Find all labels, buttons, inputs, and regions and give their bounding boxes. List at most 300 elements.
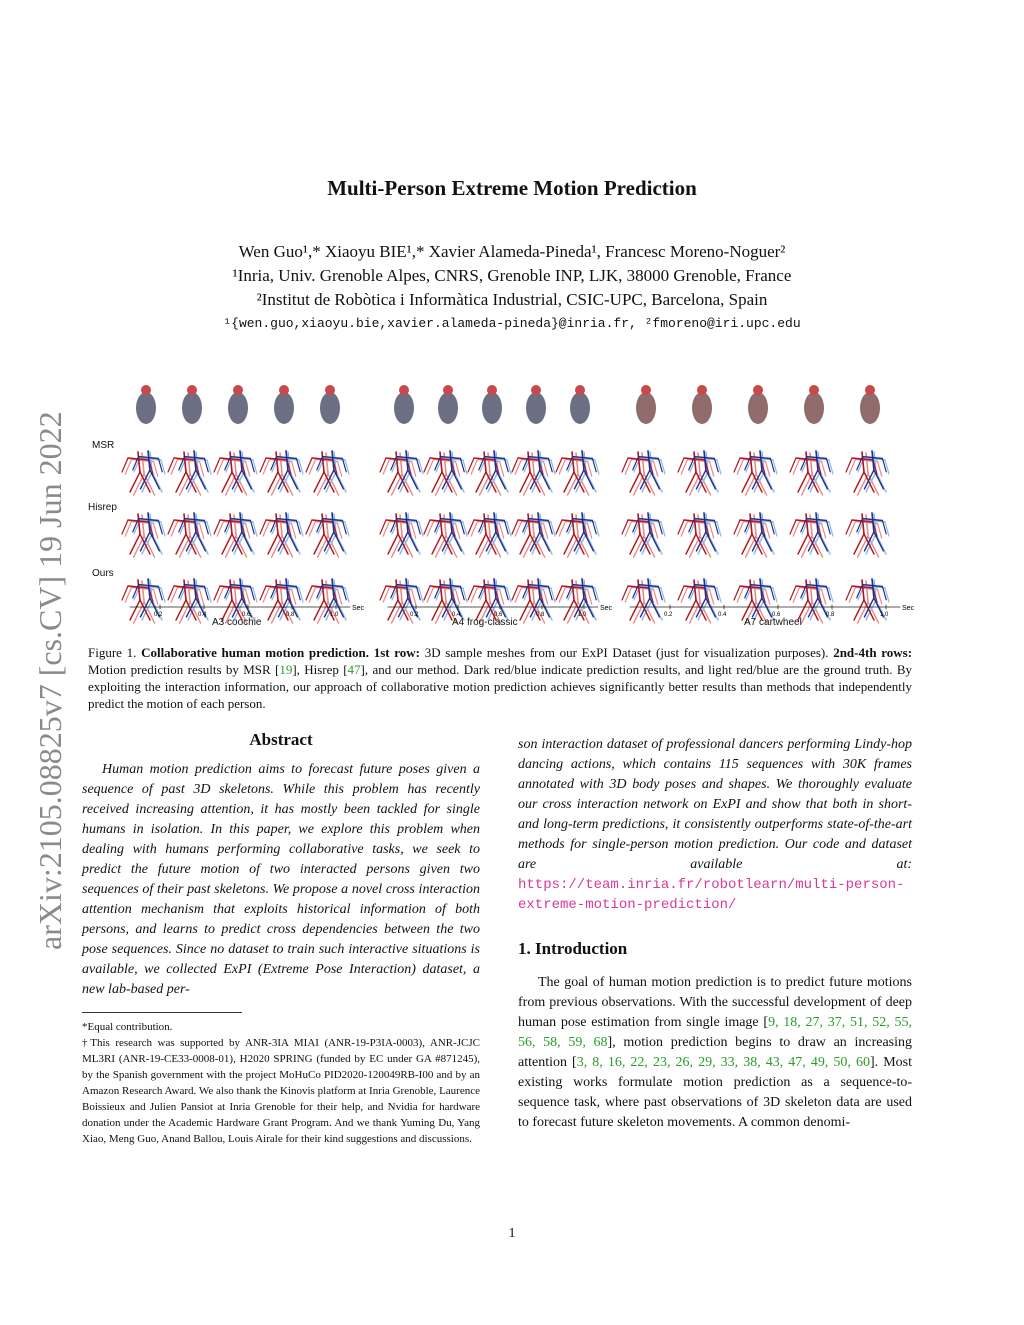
mesh-head — [809, 385, 819, 395]
skeleton-gt-red — [642, 515, 644, 536]
caption-row1-label: 1st row: — [373, 645, 421, 660]
skeleton-gt-red — [766, 590, 770, 605]
page-number: 1 — [508, 1226, 516, 1241]
skeleton-pred-red — [440, 452, 442, 472]
skeleton-pred-red — [184, 514, 186, 534]
skeleton-gt-red — [544, 524, 548, 539]
mesh-sample — [860, 392, 880, 424]
skeleton-pred-red — [638, 452, 640, 472]
skeleton-pred-blue — [540, 470, 550, 489]
caption-text: Motion prediction results by MSR [ — [88, 662, 280, 677]
skeleton-gt-red — [488, 453, 490, 474]
intro-text: The goal of human motion prediction is to predict future motions from previous observations. With the successful development of deep human pose estimation from single image [ — [518, 975, 912, 1030]
skeleton-gt-blue — [161, 522, 165, 536]
skeleton-gt-blue — [829, 460, 833, 474]
abstract-text: Human motion prediction aims to forecast future poses given a sequence of past 3D skeletons. While this problem has recently received increasing attention, it has mostly been tackled for single humans in isolation. In this paper, we explore this problem when dealing with humans performing collaborative tasks, we seek to predict the future motion of two interacted persons given two sequences of their past skeletons. We propose a novel cross interaction attention mechanism that exploits historical information of both persons, and learns to predict cross dependencies between the two pose sequences. Since no dataset to train such interactive situations is available, we collected ExPI (Extreme Pose Interaction) dataset, a new lab-based per- — [82, 762, 480, 997]
skeleton-gt-red — [412, 590, 416, 605]
row-label-ours: Ours — [92, 568, 114, 579]
skeleton-pred-red — [750, 514, 752, 534]
skeleton-gt-red — [878, 590, 882, 605]
skeleton-pred-red — [138, 514, 140, 534]
skeleton-gt-red — [246, 590, 250, 605]
skeleton-pred-blue — [650, 532, 660, 551]
figure-1 — [80, 378, 940, 633]
skeleton-pred-blue — [650, 598, 660, 617]
skeleton-gt-red — [292, 524, 296, 539]
skeleton-gt-blue — [161, 460, 165, 474]
skeleton-gt-red — [412, 462, 416, 477]
skeleton-pred-red — [276, 514, 278, 534]
skeleton-pred-red — [564, 600, 574, 620]
skeleton-pred-red — [484, 514, 486, 534]
skeleton-gt-blue — [595, 460, 599, 474]
skeleton-pred-red — [222, 472, 232, 492]
skeleton-pred-red — [638, 580, 640, 600]
skeleton-pred-red — [854, 534, 864, 554]
skeleton-pred-blue — [288, 532, 298, 551]
skeleton-gt-red — [326, 581, 328, 602]
right-column — [518, 735, 912, 1133]
caption-label: Figure 1. — [88, 645, 137, 660]
row-label-msr: MSR — [92, 440, 115, 451]
skeleton-gt-blue — [885, 588, 889, 602]
skeleton-gt-blue — [507, 460, 511, 474]
skeleton-gt-red — [532, 515, 534, 536]
skeleton-gt-red — [246, 462, 250, 477]
mesh-head — [531, 385, 541, 395]
skeleton-gt-red — [822, 590, 826, 605]
skeleton-gt-red — [588, 462, 592, 477]
mesh-head — [697, 385, 707, 395]
abstract-text-continued: son interaction dataset of professional dancers performing Lindy-hop dancing actions, which contains 115 sequences with 30K frames annotated with 3D body poses and shapes. We thoroughly evaluate our cross interaction network on ExPI and show that both in short- and long-term predictions, it consistently outperforms state-of-the-art methods for single-person motion prediction. Our code and dataset are available at: — [518, 737, 912, 872]
skeleton-gt-red — [754, 581, 756, 602]
skeleton-pred-red — [440, 580, 442, 600]
skeleton-pred-blue — [762, 598, 772, 617]
skeleton-pred-blue — [408, 532, 418, 551]
skeleton-pred-red — [854, 472, 864, 492]
axis-unit-label: Sec — [352, 605, 365, 612]
affiliation-1: ¹Inria, Univ. Grenoble Alpes, CNRS, Grenoble INP, LJK, 38000 Grenoble, France — [232, 266, 792, 285]
skeleton-gt-blue — [717, 588, 721, 602]
skeleton-pred-red — [268, 600, 278, 620]
skeleton-pred-red — [742, 534, 752, 554]
skeleton-gt-blue — [595, 522, 599, 536]
skeleton-pred-red — [750, 580, 752, 600]
skeleton-pred-blue — [706, 532, 716, 551]
skeleton-gt-blue — [299, 522, 303, 536]
skeleton-pred-blue — [762, 470, 772, 489]
skeleton-pred-red — [138, 580, 140, 600]
skeleton-pred-red — [798, 534, 808, 554]
skeleton-gt-red — [400, 581, 402, 602]
skeleton-pred-red — [314, 600, 324, 620]
caption-text: ], and our method. Dark red/blue indicate prediction results, and light red/blue are the ground truth. By exploiting the interaction information, our approach of collaborative motion prediction achieves significantly better results than methods that independently predict the motion of each person. — [88, 662, 912, 711]
skeleton-pred-red — [484, 452, 486, 472]
skeleton-pred-red — [322, 452, 324, 472]
skeleton-gt-red — [766, 524, 770, 539]
caption-rows-label: 2nd-4th rows: — [833, 645, 913, 660]
axis-tick-label: 0.6 — [494, 612, 503, 618]
skeleton-pred-red — [276, 580, 278, 600]
skeleton-gt-red — [444, 515, 446, 536]
mesh-head — [443, 385, 453, 395]
skeleton-pred-blue — [650, 470, 660, 489]
skeleton-gt-red — [326, 453, 328, 474]
skeleton-gt-blue — [299, 588, 303, 602]
skeleton-gt-blue — [419, 460, 423, 474]
footnote-equal: *Equal contribution. — [82, 1021, 173, 1033]
mesh-sample — [394, 392, 414, 424]
skeleton-gt-red — [456, 524, 460, 539]
skeleton-gt-red — [822, 462, 826, 477]
skeleton-pred-red — [572, 452, 574, 472]
skeleton-gt-blue — [885, 522, 889, 536]
skeleton-gt-red — [766, 462, 770, 477]
skeleton-pred-blue — [584, 470, 594, 489]
skeleton-gt-red — [810, 581, 812, 602]
skeleton-gt-blue — [595, 588, 599, 602]
skeleton-gt-red — [154, 590, 158, 605]
footnote-funding: †This research was supported by ANR-3IA MIAI (ANR-19-P3IA-0003), ANR-JCJC ML3RI (ANR-19-CE33-0008-01), H2020 SPRING (funded by EC under GA #871245), by the Spanish government with the project MoHuCo PID2020-120049RB-I00 and by an Amazon Research Award. We also thank the Kinovis platform at Inria Grenoble, Laurence Boissieux and Julien Pansiot at Inria Grenoble for their help, and Nvidia for hardware donation under the Academic Hardware Grant Program. And we thank Yuming Du, Yang Xiao, Meng Guo, Anand Ballou, Louis Airale for their kind suggestions and discussions. — [82, 1037, 480, 1145]
skeleton-pred-blue — [196, 532, 206, 551]
skeleton-gt-red — [588, 524, 592, 539]
skeleton-gt-red — [878, 524, 882, 539]
skeleton-pred-red — [176, 600, 186, 620]
axis-tick-label: 0.4 — [718, 612, 727, 618]
skeleton-gt-red — [532, 581, 534, 602]
skeleton-gt-blue — [207, 588, 211, 602]
skeleton-pred-red — [694, 580, 696, 600]
skeleton-pred-red — [862, 452, 864, 472]
axis-tick-label: 0.2 — [154, 612, 163, 618]
skeleton-pred-red — [528, 452, 530, 472]
skeleton-gt-red — [576, 581, 578, 602]
skeleton-gt-red — [754, 515, 756, 536]
author-names: Wen Guo¹,* Xiaoyu BIE¹,* Xavier Alameda-Pineda¹, Francesc Moreno-Noguer² — [238, 242, 786, 261]
skeleton-pred-red — [862, 514, 864, 534]
skeleton-pred-blue — [584, 532, 594, 551]
skeleton-pred-red — [222, 534, 232, 554]
skeleton-gt-red — [754, 453, 756, 474]
intro-text: ]. Most existing works formulate motion prediction as a sequence-to-sequence task, where past observations of 3D skeleton data are used to forecast future skeleton movements. A common denomi- — [518, 1055, 913, 1130]
skeleton-pred-red — [230, 514, 232, 534]
skeleton-pred-red — [854, 600, 864, 620]
citation-link[interactable]: 9, 18, 27, 37, 51, 52, 55, 56, 58, 59, 68 — [518, 1015, 913, 1050]
mesh-head — [487, 385, 497, 395]
skeleton-pred-red — [750, 452, 752, 472]
skeleton-gt-blue — [551, 588, 555, 602]
skeleton-gt-red — [142, 581, 144, 602]
skeleton-pred-blue — [874, 470, 884, 489]
skeleton-gt-red — [710, 590, 714, 605]
skeleton-gt-blue — [253, 460, 257, 474]
skeleton-pred-red — [184, 580, 186, 600]
skeleton-pred-red — [686, 534, 696, 554]
skeleton-pred-red — [742, 472, 752, 492]
abstract-continued — [518, 735, 912, 915]
skeleton-pred-red — [130, 534, 140, 554]
mesh-sample — [692, 392, 712, 424]
skeleton-pred-red — [806, 580, 808, 600]
mesh-head — [399, 385, 409, 395]
skeleton-gt-red — [142, 515, 144, 536]
skeleton-pred-blue — [452, 532, 462, 551]
skeleton-gt-red — [810, 515, 812, 536]
skeleton-gt-red — [588, 590, 592, 605]
introduction-heading: 1. Introduction — [518, 939, 628, 958]
skeleton-pred-red — [862, 580, 864, 600]
skeleton-pred-red — [396, 452, 398, 472]
skeleton-gt-blue — [345, 588, 349, 602]
figure-canvas — [80, 378, 940, 633]
affiliation-2: ²Institut de Robòtica i Informàtica Industrial, CSIC-UPC, Barcelona, Spain — [256, 290, 768, 309]
skeleton-gt-red — [500, 590, 504, 605]
skeleton-pred-blue — [288, 470, 298, 489]
axis-tick-label: 0.8 — [536, 612, 545, 618]
caption-text: ], Hisrep [ — [292, 662, 348, 677]
skeleton-pred-red — [686, 472, 696, 492]
skeleton-gt-red — [698, 453, 700, 474]
skeleton-pred-red — [432, 600, 442, 620]
skeleton-pred-red — [630, 534, 640, 554]
skeleton-gt-blue — [829, 588, 833, 602]
skeleton-gt-red — [654, 590, 658, 605]
skeleton-pred-blue — [762, 532, 772, 551]
mesh-head — [641, 385, 651, 395]
skeleton-gt-red — [576, 453, 578, 474]
citation-link[interactable]: 19 — [279, 662, 293, 677]
skeleton-pred-red — [314, 472, 324, 492]
axis-tick-label: 0.4 — [198, 612, 207, 618]
mesh-sample — [482, 392, 502, 424]
mesh-sample — [320, 392, 340, 424]
axis-tick-label: 0.6 — [772, 612, 781, 618]
mesh-sample — [570, 392, 590, 424]
mesh-head — [753, 385, 763, 395]
skeleton-pred-red — [184, 452, 186, 472]
skeleton-pred-red — [388, 472, 398, 492]
skeleton-pred-red — [476, 472, 486, 492]
paper-title: Multi-Person Extreme Motion Prediction — [327, 176, 697, 200]
skeleton-pred-red — [638, 514, 640, 534]
skeleton-gt-red — [200, 462, 204, 477]
skeleton-gt-blue — [419, 522, 423, 536]
skeleton-gt-red — [642, 581, 644, 602]
skeleton-gt-blue — [773, 522, 777, 536]
skeleton-pred-red — [572, 514, 574, 534]
skeleton-pred-red — [520, 534, 530, 554]
skeleton-pred-red — [230, 580, 232, 600]
skeleton-pred-blue — [150, 470, 160, 489]
skeleton-gt-blue — [551, 522, 555, 536]
skeleton-gt-red — [200, 590, 204, 605]
citation-link[interactable]: 47 — [347, 662, 361, 677]
skeleton-gt-red — [544, 590, 548, 605]
axis-tick-label: 0.8 — [826, 612, 835, 618]
skeleton-gt-red — [532, 453, 534, 474]
skeleton-pred-red — [388, 600, 398, 620]
skeleton-gt-blue — [253, 522, 257, 536]
skeleton-gt-blue — [885, 460, 889, 474]
skeleton-gt-blue — [207, 522, 211, 536]
skeleton-pred-red — [230, 452, 232, 472]
skeleton-gt-blue — [463, 460, 467, 474]
skeleton-gt-red — [500, 524, 504, 539]
skeleton-pred-red — [694, 514, 696, 534]
skeleton-gt-blue — [253, 588, 257, 602]
skeleton-gt-blue — [661, 588, 665, 602]
skeleton-gt-red — [642, 453, 644, 474]
skeleton-pred-red — [276, 452, 278, 472]
skeleton-gt-red — [456, 590, 460, 605]
mesh-head — [233, 385, 243, 395]
skeleton-gt-red — [188, 453, 190, 474]
skeleton-gt-red — [444, 453, 446, 474]
skeleton-gt-red — [188, 515, 190, 536]
axis-unit-label: Sec — [600, 605, 613, 612]
skeleton-gt-red — [654, 524, 658, 539]
arxiv-stamp: arXiv:2105.08825v7 [cs.CV] 19 Jun 2022 — [32, 411, 68, 950]
mesh-sample — [526, 392, 546, 424]
introduction-text — [518, 973, 912, 1133]
skeleton-pred-blue — [706, 470, 716, 489]
dataset-url-link[interactable]: https://team.inria.fr/robotlearn/multi-person-extreme-motion-prediction/ — [518, 877, 905, 913]
skeleton-pred-red — [322, 580, 324, 600]
axis-tick-label: 1.0 — [330, 612, 339, 618]
skeleton-gt-blue — [661, 522, 665, 536]
skeleton-pred-red — [528, 514, 530, 534]
axis-tick-label: 0.4 — [452, 612, 461, 618]
skeleton-pred-red — [176, 472, 186, 492]
skeleton-pred-red — [396, 580, 398, 600]
skeleton-pred-red — [694, 452, 696, 472]
mesh-head — [865, 385, 875, 395]
skeleton-gt-red — [234, 453, 236, 474]
panel-label-a4: A4 frog-classic — [452, 617, 518, 628]
skeleton-gt-blue — [507, 522, 511, 536]
skeleton-gt-red — [878, 462, 882, 477]
figure-caption — [88, 644, 912, 712]
axis-tick-label: 0.6 — [242, 612, 251, 618]
skeleton-gt-red — [698, 515, 700, 536]
skeleton-gt-blue — [463, 522, 467, 536]
skeleton-pred-blue — [540, 532, 550, 551]
skeleton-pred-red — [432, 472, 442, 492]
skeleton-gt-blue — [773, 588, 777, 602]
skeleton-pred-red — [564, 534, 574, 554]
skeleton-gt-red — [488, 515, 490, 536]
skeleton-pred-red — [130, 600, 140, 620]
skeleton-pred-red — [630, 472, 640, 492]
skeleton-gt-red — [234, 581, 236, 602]
skeleton-gt-red — [654, 462, 658, 477]
skeleton-gt-red — [246, 524, 250, 539]
skeleton-gt-red — [400, 515, 402, 536]
skeleton-gt-blue — [299, 460, 303, 474]
skeleton-pred-blue — [818, 532, 828, 551]
skeleton-pred-red — [138, 452, 140, 472]
mesh-sample — [228, 392, 248, 424]
skeleton-pred-blue — [452, 470, 462, 489]
skeleton-pred-blue — [334, 470, 344, 489]
citation-link[interactable]: 3, 8, 16, 22, 23, 26, 29, 33, 38, 43, 47, 49, 50, 60 — [576, 1055, 870, 1070]
skeleton-gt-red — [544, 462, 548, 477]
skeleton-gt-red — [400, 453, 402, 474]
skeleton-gt-blue — [661, 460, 665, 474]
skeleton-pred-red — [388, 534, 398, 554]
skeleton-gt-red — [866, 581, 868, 602]
skeleton-gt-blue — [551, 460, 555, 474]
mesh-head — [141, 385, 151, 395]
skeleton-gt-red — [292, 462, 296, 477]
skeleton-gt-red — [280, 453, 282, 474]
skeleton-gt-blue — [717, 522, 721, 536]
skeleton-pred-red — [520, 600, 530, 620]
axis-unit-label: Sec — [902, 605, 915, 612]
skeleton-pred-blue — [874, 532, 884, 551]
skeleton-gt-blue — [463, 588, 467, 602]
panel-label-a3: A3 coochie — [212, 617, 262, 628]
skeleton-pred-blue — [196, 470, 206, 489]
skeleton-pred-red — [806, 514, 808, 534]
skeleton-pred-blue — [242, 470, 252, 489]
axis-tick-label: 1.0 — [578, 612, 587, 618]
skeleton-pred-red — [484, 580, 486, 600]
skeleton-gt-red — [326, 515, 328, 536]
skeleton-pred-blue — [706, 598, 716, 617]
axis-tick-label: 0.2 — [410, 612, 419, 618]
skeleton-pred-blue — [150, 532, 160, 551]
skeleton-gt-blue — [207, 460, 211, 474]
skeleton-pred-blue — [818, 470, 828, 489]
skeleton-pred-red — [432, 534, 442, 554]
skeleton-gt-red — [822, 524, 826, 539]
skeleton-pred-red — [268, 534, 278, 554]
skeleton-gt-red — [488, 581, 490, 602]
skeleton-gt-red — [444, 581, 446, 602]
skeleton-pred-red — [130, 472, 140, 492]
skeleton-gt-red — [576, 515, 578, 536]
skeleton-pred-red — [396, 514, 398, 534]
skeleton-pred-red — [564, 472, 574, 492]
axis-tick-label: 1.0 — [880, 612, 889, 618]
skeleton-gt-blue — [829, 522, 833, 536]
mesh-sample — [748, 392, 768, 424]
skeleton-pred-red — [176, 534, 186, 554]
mesh-sample — [136, 392, 156, 424]
author-block — [0, 240, 1024, 336]
skeleton-pred-red — [476, 534, 486, 554]
skeleton-gt-red — [280, 581, 282, 602]
axis-tick-label: 0.8 — [286, 612, 295, 618]
skeleton-pred-red — [322, 514, 324, 534]
mesh-sample — [182, 392, 202, 424]
skeleton-gt-blue — [507, 588, 511, 602]
skeleton-pred-red — [520, 472, 530, 492]
skeleton-gt-red — [338, 524, 342, 539]
left-column — [82, 730, 480, 1147]
caption-row1-text: 3D sample meshes from our ExPI Dataset (just for visualization purposes). — [424, 645, 829, 660]
skeleton-gt-red — [292, 590, 296, 605]
skeleton-gt-red — [456, 462, 460, 477]
skeleton-gt-red — [280, 515, 282, 536]
skeleton-pred-blue — [496, 470, 506, 489]
skeleton-gt-red — [200, 524, 204, 539]
skeleton-pred-red — [686, 600, 696, 620]
skeleton-gt-red — [154, 524, 158, 539]
skeleton-gt-red — [338, 462, 342, 477]
skeleton-pred-red — [528, 580, 530, 600]
